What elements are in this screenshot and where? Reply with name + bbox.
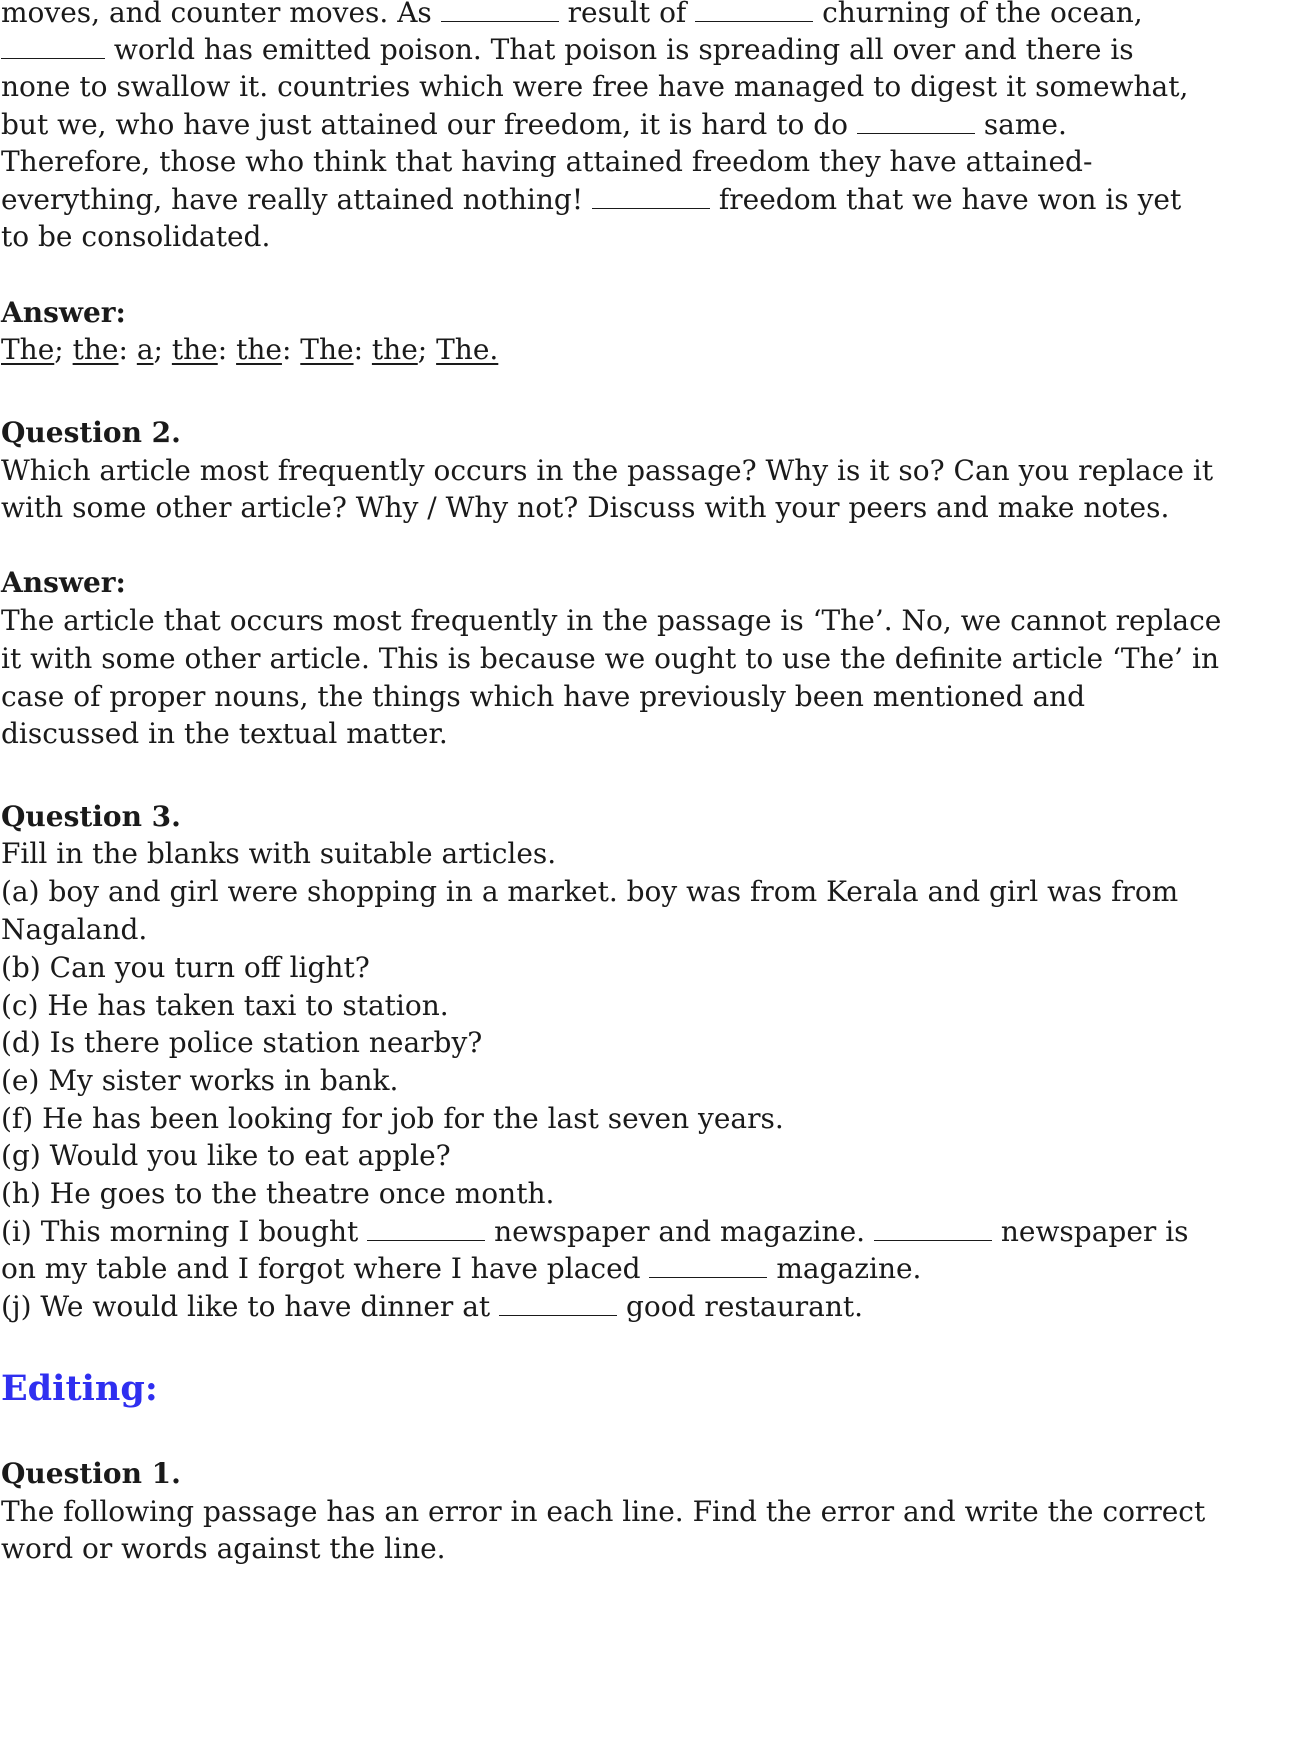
answer-separator: : — [118, 333, 137, 366]
fill-blank — [874, 1237, 992, 1241]
exercise-text: good restaurant. — [625, 1290, 863, 1323]
passage-text: result of — [567, 0, 687, 29]
fill-blank — [695, 18, 813, 22]
passage-text: but we, who have just attained our freedom, it is hard to do — [1, 108, 848, 141]
answer-separator: ; — [417, 333, 437, 366]
fill-blank — [592, 205, 710, 209]
exercise-text: on my table and I forgot where I have placed — [1, 1252, 641, 1285]
passage-line: Therefore, those who think that having attained freedom they have attained- — [1, 145, 1093, 178]
section-heading: Editing: — [1, 1368, 158, 1409]
passage-line — [1, 104, 1067, 146]
answer-separator: : — [217, 333, 237, 366]
answer-word: the — [171, 333, 218, 366]
exercise-item: (g) Would you like to eat apple? — [1, 1139, 451, 1172]
passage-line — [1, 29, 1134, 71]
passage-text: churning of the ocean, — [822, 0, 1143, 29]
question-title: Question 2. — [1, 416, 181, 449]
passage-text: same. — [983, 108, 1067, 141]
fill-blank — [1, 55, 105, 59]
answer-separator: ; — [54, 333, 73, 366]
answer-word: The — [300, 333, 354, 366]
exercise-text: newspaper and magazine. — [494, 1215, 866, 1248]
exercise-item: (b) Can you turn off light? — [1, 951, 370, 984]
exercise-text: magazine. — [776, 1252, 922, 1285]
exercise-text: (j) We would like to have dinner at — [1, 1290, 491, 1323]
passage-text: moves, and counter moves. As — [1, 0, 432, 29]
answer-separator: : — [353, 333, 372, 366]
passage-text: everything, have really attained nothing! — [1, 183, 584, 216]
passage-text: world has emitted poison. That poison is spreading all over and there is — [113, 33, 1134, 66]
exercise-item: (f) He has been looking for job for the last seven years. — [1, 1102, 784, 1135]
passage-line — [1, 179, 1181, 221]
answer-word: the — [371, 333, 418, 366]
answer-word: the — [236, 333, 282, 366]
exercise-text: newspaper is — [1000, 1215, 1189, 1248]
question-title: Question 3. — [1, 800, 181, 833]
answer-text: The article that occurs most frequently in the passage is ‘The’. No, we cannot replace — [1, 604, 1222, 637]
exercise-item: (d) Is there police station nearby? — [1, 1026, 483, 1059]
answer-word: the — [72, 333, 119, 366]
exercise-item: (e) My sister works in bank. — [1, 1064, 399, 1097]
fill-blank — [649, 1274, 767, 1278]
question-text: Which article most frequently occurs in the passage? Why is it so? Can you replace it — [1, 454, 1214, 487]
answer-word: a — [136, 333, 154, 366]
passage-text: freedom that we have won is yet — [718, 183, 1182, 216]
exercise-item — [1, 1211, 1189, 1253]
answer-text: case of proper nouns, the things which have previously been mentioned and — [1, 680, 1086, 713]
fill-blank — [441, 18, 559, 22]
answer-word: The — [1, 333, 55, 366]
fill-blank — [367, 1237, 485, 1241]
exercise-item: (c) He has taken taxi to station. — [1, 989, 449, 1022]
answer-list — [1, 329, 498, 371]
passage-line: none to swallow it. countries which were free have managed to digest it somewhat, — [1, 70, 1189, 103]
exercise-item: Nagaland. — [1, 913, 148, 946]
question-instruction: Fill in the blanks with suitable articles. — [1, 837, 557, 870]
exercise-item: (a) boy and girl were shopping in a market. boy was from Kerala and girl was from — [1, 875, 1179, 908]
answer-label: Answer: — [1, 566, 126, 599]
passage-line: to be consolidated. — [1, 220, 271, 253]
exercise-item — [1, 1248, 921, 1290]
fill-blank — [499, 1312, 617, 1316]
answer-separator: ; — [153, 333, 172, 366]
answer-text: it with some other article. This is because we ought to use the definite article ‘The’ in — [1, 642, 1219, 675]
question-text: word or words against the line. — [1, 1532, 446, 1565]
answer-label: Answer: — [1, 296, 126, 329]
answer-word: The. — [436, 333, 499, 366]
question-text: The following passage has an error in each line. Find the error and write the correct — [1, 1495, 1206, 1528]
exercise-text: (i) This morning I bought — [1, 1215, 359, 1248]
answer-text: discussed in the textual matter. — [1, 717, 448, 750]
exercise-item: (h) He goes to the theatre once month. — [1, 1177, 555, 1210]
answer-separator: : — [281, 333, 301, 366]
fill-blank — [857, 130, 975, 134]
exercise-item — [1, 1286, 863, 1328]
question-text: with some other article? Why / Why not? Discuss with your peers and make notes. — [1, 491, 1170, 524]
question-title: Question 1. — [1, 1457, 181, 1490]
